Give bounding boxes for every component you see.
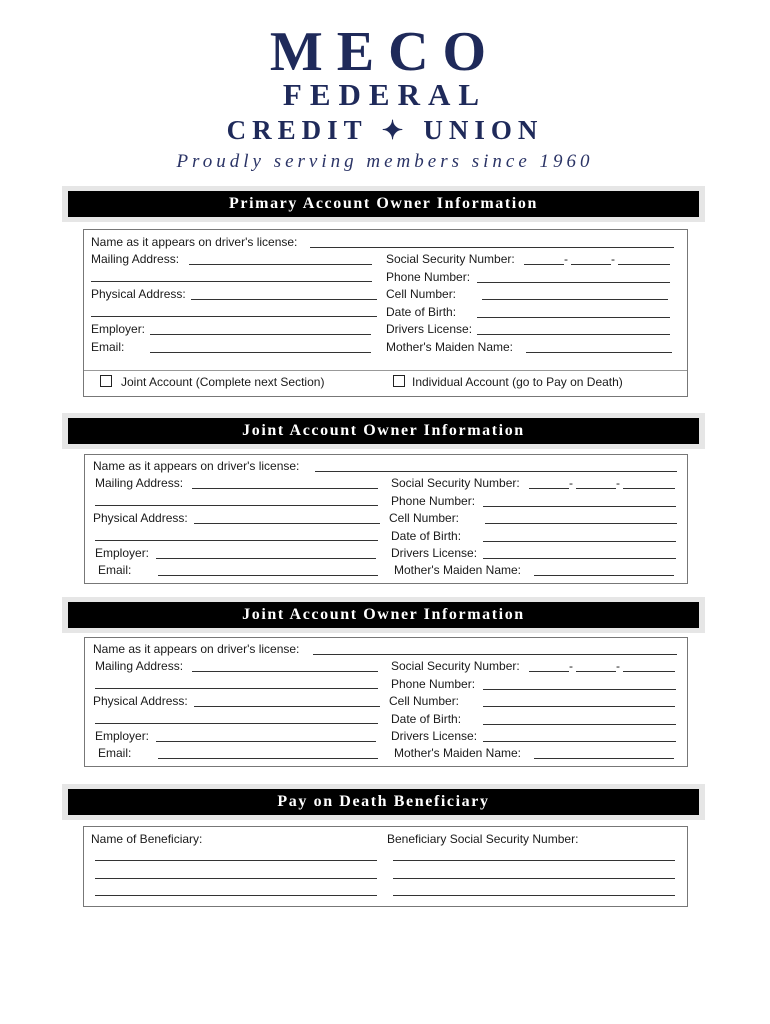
primary-ssn-label: Social Security Number: (386, 252, 515, 266)
logo-meco: MECO (269, 21, 501, 83)
joint2-section-header (62, 597, 705, 633)
joint1-phone-field[interactable] (483, 506, 676, 507)
joint1-employer-field[interactable] (156, 558, 376, 559)
primary-physical-field[interactable] (191, 299, 377, 300)
joint2-license-label: Drivers License: (391, 729, 478, 743)
primary-name-label: Name as it appears on driver's license: (91, 235, 298, 249)
joint1-cell-field[interactable] (485, 523, 677, 524)
beneficiary-name-label: Name of Beneficiary: (91, 832, 203, 846)
joint2-section-title: Joint Account Owner Information (68, 602, 699, 628)
joint1-maiden-field[interactable] (534, 575, 674, 576)
beneficiary-ssn-label: Beneficiary Social Security Number: (387, 832, 579, 846)
joint1-cell-label: Cell Number: (389, 511, 460, 525)
joint2-dob-field[interactable] (483, 724, 676, 725)
joint1-name-label: Name as it appears on driver's license: (93, 459, 300, 473)
pod-beneficiary-box (83, 826, 688, 907)
joint2-phone-label: Phone Number: (391, 677, 476, 691)
joint2-email-field[interactable] (158, 758, 378, 759)
joint1-email-field[interactable] (158, 575, 378, 576)
primary-cell-label: Cell Number: (386, 287, 457, 301)
joint1-physical-field[interactable] (194, 523, 380, 524)
primary-section-header (62, 186, 705, 222)
logo-credit: CREDIT (226, 115, 368, 145)
primary-ssn-field-3[interactable] (618, 264, 670, 265)
primary-phone-label: Phone Number: (386, 270, 471, 284)
beneficiary-name-field-2[interactable] (95, 878, 377, 879)
joint1-ssn-field-3[interactable] (623, 488, 675, 489)
joint1-physical-field-2[interactable] (95, 540, 378, 541)
beneficiary-name-field-1[interactable] (95, 860, 377, 861)
joint2-ssn-dash-1: - (569, 659, 573, 673)
primary-cell-field[interactable] (482, 299, 668, 300)
joint2-employer-field[interactable] (156, 741, 376, 742)
individual-account-option-label: Individual Account (go to Pay on Death) (412, 375, 623, 389)
joint2-maiden-label: Mother's Maiden Name: (394, 746, 522, 760)
joint1-mailing-field-2[interactable] (95, 505, 378, 506)
primary-name-field[interactable] (310, 247, 674, 248)
joint1-dob-field[interactable] (483, 541, 676, 542)
beneficiary-name-field-3[interactable] (95, 895, 377, 896)
primary-ssn-dash-1: - (564, 252, 568, 266)
joint2-ssn-field-3[interactable] (623, 671, 675, 672)
joint2-mailing-label: Mailing Address: (95, 659, 184, 673)
joint2-physical-field-2[interactable] (95, 723, 378, 724)
primary-mailing-field-2[interactable] (91, 281, 372, 282)
joint1-maiden-label: Mother's Maiden Name: (394, 563, 522, 577)
pod-section-header (62, 784, 705, 820)
joint1-employer-label: Employer: (95, 546, 150, 560)
joint2-email-label: Email: (98, 746, 132, 760)
primary-email-field[interactable] (150, 352, 371, 353)
joint-account-option-label: Joint Account (Complete next Section) (121, 375, 325, 389)
primary-license-label: Drivers License: (386, 322, 473, 336)
logo-credit-union (0, 115, 770, 146)
joint1-ssn-field-2[interactable] (576, 488, 616, 489)
primary-email-label: Email: (91, 340, 125, 354)
joint1-license-field[interactable] (483, 558, 676, 559)
joint2-ssn-field-2[interactable] (576, 671, 616, 672)
joint2-phone-field[interactable] (483, 689, 676, 690)
joint2-ssn-label: Social Security Number: (391, 659, 520, 673)
joint1-name-field[interactable] (315, 471, 677, 472)
pod-section-title: Pay on Death Beneficiary (68, 789, 699, 815)
joint2-physical-label: Physical Address: (93, 694, 188, 708)
primary-divider (84, 370, 687, 371)
joint2-name-label: Name as it appears on driver's license: (93, 642, 300, 656)
individual-account-checkbox[interactable] (393, 375, 405, 387)
joint1-mailing-label: Mailing Address: (95, 476, 184, 490)
joint2-cell-label: Cell Number: (389, 694, 460, 708)
joint1-section-title: Joint Account Owner Information (68, 418, 699, 444)
joint2-physical-field[interactable] (194, 706, 380, 707)
primary-ssn-field-1[interactable] (524, 264, 564, 265)
joint2-ssn-dash-2: - (616, 659, 620, 673)
primary-ssn-field-2[interactable] (571, 264, 611, 265)
joint1-phone-label: Phone Number: (391, 494, 476, 508)
logo-union: UNION (423, 115, 544, 145)
primary-phone-field[interactable] (477, 282, 670, 283)
joint2-mailing-field-2[interactable] (95, 688, 378, 689)
joint1-owner-box (84, 454, 688, 584)
primary-ssn-dash-2: - (611, 252, 615, 266)
logo-federal: FEDERAL (282, 77, 488, 112)
primary-maiden-field[interactable] (526, 352, 672, 353)
joint1-ssn-dash-2: - (616, 476, 620, 490)
primary-dob-label: Date of Birth: (386, 305, 457, 319)
joint1-ssn-dash-1: - (569, 476, 573, 490)
primary-license-field[interactable] (477, 334, 670, 335)
joint2-license-field[interactable] (483, 741, 676, 742)
primary-physical-label: Physical Address: (91, 287, 186, 301)
joint1-license-label: Drivers License: (391, 546, 478, 560)
joint2-cell-field[interactable] (483, 706, 675, 707)
joint2-maiden-field[interactable] (534, 758, 674, 759)
joint1-ssn-field-1[interactable] (529, 488, 569, 489)
logo-tagline: Proudly serving members since 1960 (176, 151, 594, 172)
primary-employer-label: Employer: (91, 322, 146, 336)
joint1-email-label: Email: (98, 563, 132, 577)
primary-mailing-label: Mailing Address: (91, 252, 180, 266)
joint1-section-header (62, 413, 705, 449)
joint2-ssn-field-1[interactable] (529, 671, 569, 672)
joint2-name-field[interactable] (313, 654, 677, 655)
primary-section-title: Primary Account Owner Information (68, 191, 699, 217)
joint1-ssn-label: Social Security Number: (391, 476, 520, 490)
primary-employer-field[interactable] (150, 334, 371, 335)
joint-account-checkbox[interactable] (100, 375, 112, 387)
joint2-owner-box (84, 637, 688, 767)
primary-maiden-label: Mother's Maiden Name: (386, 340, 514, 354)
primary-dob-field[interactable] (477, 317, 670, 318)
beneficiary-ssn-field-1[interactable] (393, 860, 675, 861)
primary-mailing-field[interactable] (189, 264, 372, 265)
joint1-mailing-field[interactable] (192, 488, 378, 489)
beneficiary-ssn-field-3[interactable] (393, 895, 675, 896)
joint2-employer-label: Employer: (95, 729, 150, 743)
joint1-physical-label: Physical Address: (93, 511, 188, 525)
star-icon: ✦ (381, 116, 410, 145)
beneficiary-ssn-field-2[interactable] (393, 878, 675, 879)
joint1-dob-label: Date of Birth: (391, 529, 462, 543)
joint2-mailing-field[interactable] (192, 671, 378, 672)
joint2-dob-label: Date of Birth: (391, 712, 462, 726)
primary-physical-field-2[interactable] (91, 316, 377, 317)
primary-owner-box (83, 229, 688, 397)
